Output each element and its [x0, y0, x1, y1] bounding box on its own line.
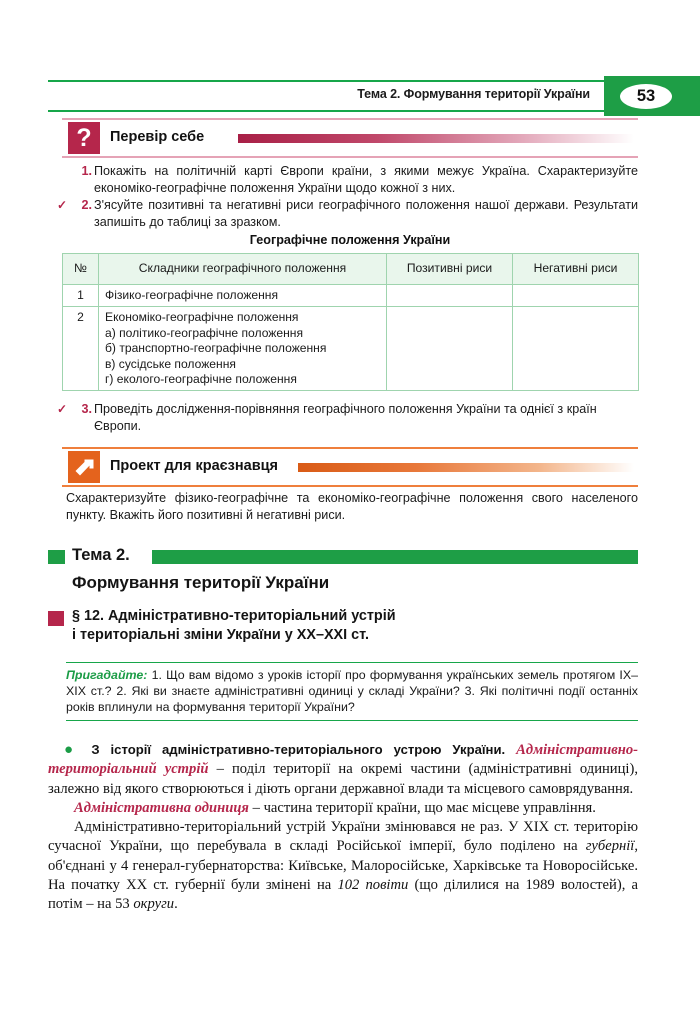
cell-component: Фізико-географічне положення: [99, 285, 387, 307]
question-check-icon: ✓: [57, 197, 68, 212]
recall-body: 1. Що вам відомо з уроків історії про формування українських земель протягом IX–XIX ст.? 2. Які ви знаєте адміністративні одиниці у складі України? 3. Які політичні події останніх років вплинули на формування території України?: [66, 668, 638, 715]
question-number: 2.: [81, 198, 92, 213]
check-yourself-header: [62, 118, 638, 158]
question-mark-icon: [68, 122, 100, 154]
cell-subitem: а) політико-географічне положення: [105, 325, 304, 340]
header-gradient-bar: [298, 463, 634, 472]
paragraph-history-changes: [48, 818, 638, 914]
question-text: Проведіть дослідження-порівняння географічного положення України та однієї з країн Європи.: [94, 402, 597, 433]
project-text: Схарактеризуйте фізико-географічне та економіко-географічне положення свого населеного пункту. Вкажіть його позитивні й негативні риси.: [66, 491, 638, 522]
table-header-row: [63, 254, 639, 285]
question-text: Покажіть на політичній карті Європи країни, з якими межує Україна. Схарактеризуйте економіко-географічне положення України щодо кожної з них.: [94, 164, 638, 195]
cell-number: 1: [63, 285, 99, 307]
header-rule-top: [62, 447, 638, 449]
table-row: [63, 307, 639, 391]
recall-box: [66, 662, 638, 721]
cell-subitem: г) еколого-географічне положення: [105, 372, 297, 387]
header-rule-top: [62, 118, 638, 120]
paragraph-square-marker: [48, 611, 64, 626]
body-text: [48, 740, 638, 915]
question-check-icon: ✓: [57, 401, 68, 416]
question-text: З'ясуйте позитивні та негативні риси географічного положення нашої держави. Результати запишіть до таблиці за зразком.: [94, 198, 638, 229]
paragraph-title-line2: і територіальні зміни України у XX–XXI ст.: [72, 627, 369, 643]
project-label: Проект для краєзнавця: [110, 458, 278, 474]
history-ital-okruhy: округи: [133, 896, 175, 913]
paragraph-title-line1: § 12. Адміністративно-територіальний устрій: [72, 608, 396, 624]
column-header-negative: Негативні риси: [513, 254, 639, 285]
check-yourself-question-three: [57, 401, 638, 435]
list-item: [57, 197, 638, 230]
history-ital-gubernii: губернії: [585, 838, 635, 855]
paragraph-admin-unit: [48, 799, 638, 818]
column-header-component: Складники географічного положення: [99, 254, 387, 285]
cell-negative: [513, 285, 639, 307]
topic-heading: [48, 546, 638, 568]
table-row: [63, 285, 639, 307]
arrow-up-right-icon: [68, 451, 100, 483]
check-yourself-question-list: [57, 163, 638, 231]
table-caption: Географічне положення України: [249, 233, 451, 247]
cell-component-main: Економіко-географічне положення: [105, 310, 299, 325]
paragraph-title: [72, 607, 396, 645]
term-admin-structure: Адміністративно-територіальний устрій: [48, 742, 639, 778]
running-head: [0, 76, 700, 116]
check-yourself-label: Перевір себе: [110, 129, 205, 145]
list-item: [57, 401, 638, 434]
history-seg-1: Адміністративно-територіальний устрій України змінювався не раз. У XIX ст. територію сучасної України, що перебувала в складі Російської імперії, було поділено на: [48, 819, 638, 855]
history-seg-2: , об'єднані у 4 генерал-губернаторства: Київське, Малоросійське, Харківське та Новоросійське. На початку XX ст. губернії були змінені на: [48, 838, 638, 894]
column-header-positive: Позитивні риси: [387, 254, 513, 285]
question-number: 1.: [81, 164, 92, 178]
geographic-position-table: [62, 253, 639, 391]
question-mark-glyph: ?: [76, 124, 92, 152]
green-bullet-icon: ●: [64, 741, 81, 758]
history-seg-3: (що ділилися на 1989 волостей), а потім – на 53: [48, 877, 638, 913]
paragraph-history: [48, 740, 638, 799]
paragraph-lead: З історії адміністративно-територіального устрою України.: [91, 742, 506, 757]
project-header: [62, 447, 638, 487]
cell-component: [99, 307, 387, 391]
header-gradient-bar: [238, 134, 634, 143]
question-number: 3.: [81, 402, 92, 416]
cell-positive: [387, 307, 513, 391]
recall-text: [66, 667, 638, 716]
running-head-title: Тема 2. Формування території України: [357, 87, 590, 101]
paragraph-heading: [48, 607, 638, 651]
cell-negative: [513, 307, 639, 391]
recall-lead-label: Пригадайте:: [66, 668, 148, 682]
cell-subitem: в) сусідське положення: [105, 356, 236, 371]
topic-title: Формування території України: [72, 573, 330, 592]
page-number: 53: [620, 84, 672, 109]
topic-square-marker: [48, 550, 65, 564]
term-admin-unit: Адміністративна одиниця: [74, 799, 249, 816]
cell-subitem: б) транспортно-географічне положення: [105, 341, 327, 356]
history-seg-4: .: [174, 896, 178, 913]
column-header-number: №: [63, 254, 99, 285]
paragraph-history-rest: – поділ території на окремі частини (адміністративні одиниці), залежно від якого створюються і діють органи державної влади та місцевого самоврядування.: [48, 761, 638, 797]
history-ital-povity: 102 повіти: [337, 877, 409, 894]
cell-number: 2: [63, 307, 99, 391]
topic-label: Тема 2.: [72, 546, 130, 564]
topic-green-bar: [152, 550, 638, 564]
header-rule-bottom: [62, 156, 638, 158]
cell-positive: [387, 285, 513, 307]
header-rule-bottom: [62, 485, 638, 487]
list-item: [66, 163, 638, 196]
paragraph-admin-unit-rest: – частина території країни, що має місцеве управління.: [248, 799, 596, 816]
